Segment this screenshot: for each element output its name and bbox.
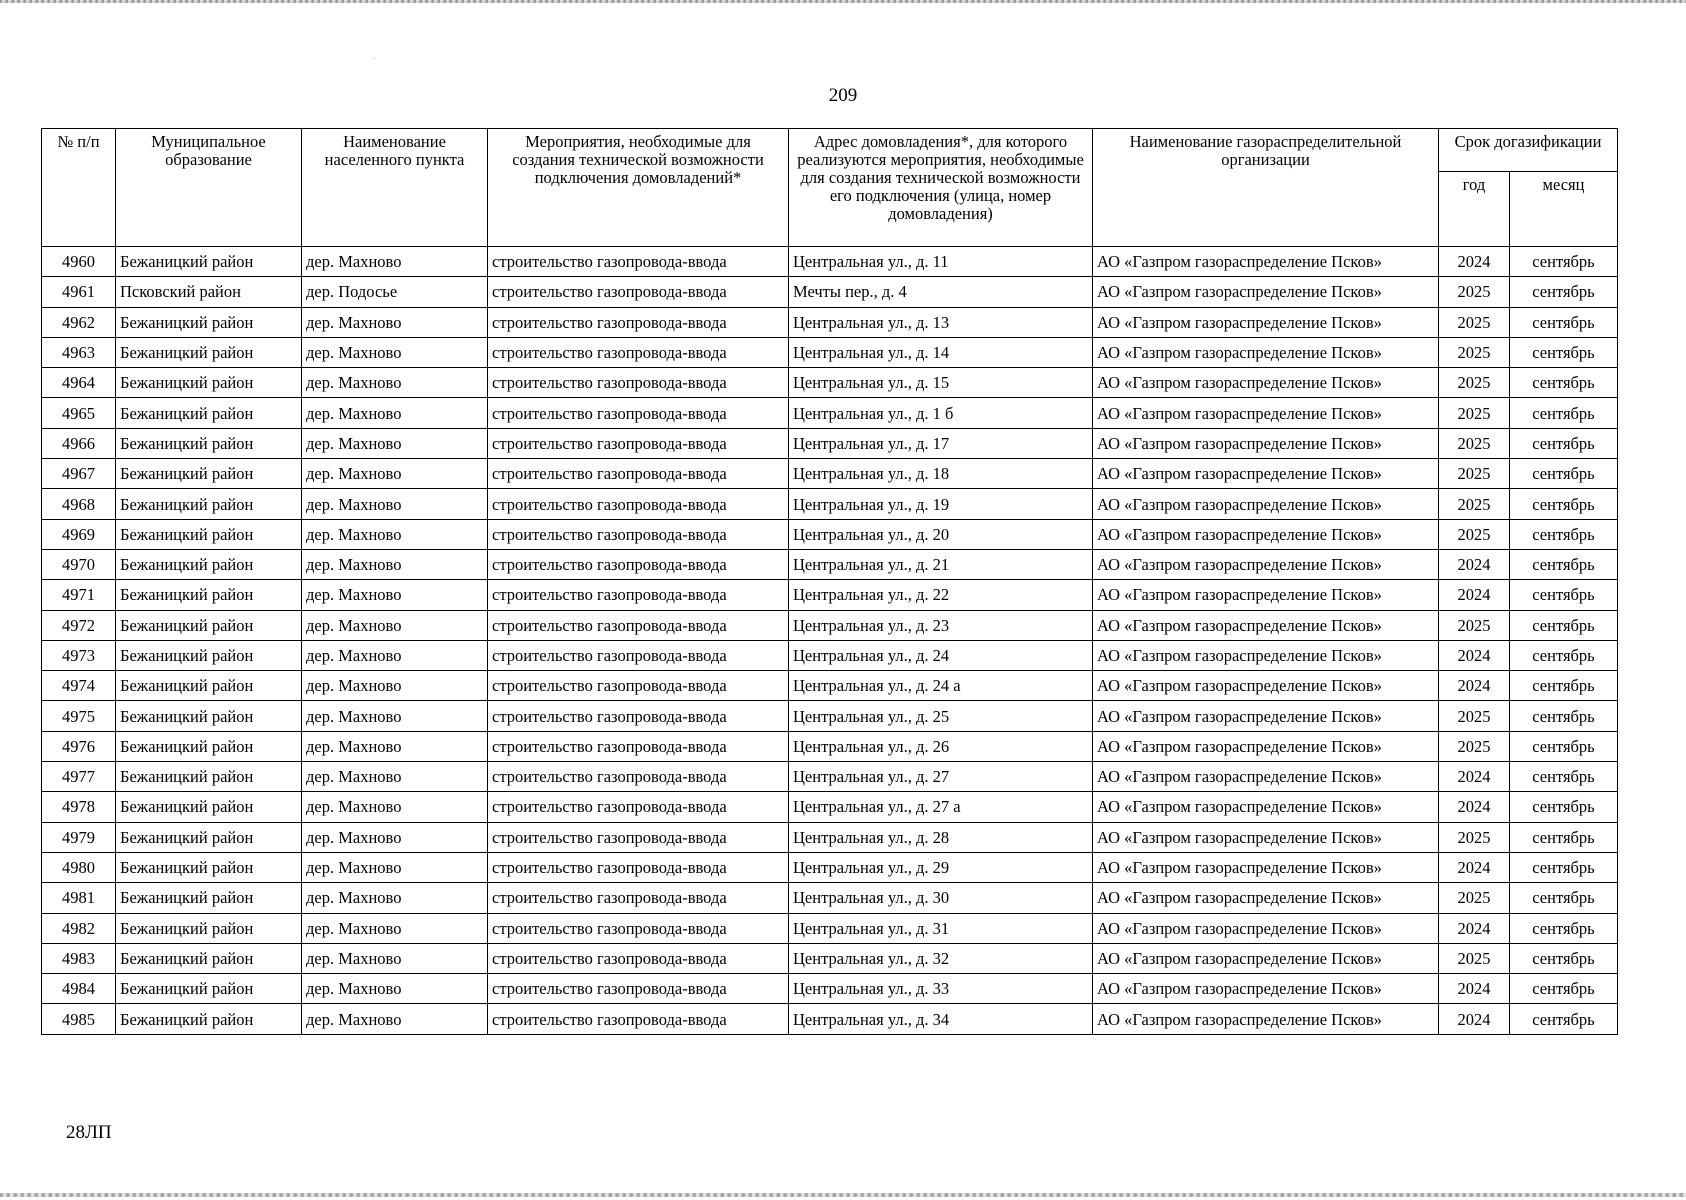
row-organization: АО «Газпром газораспределение Псков» xyxy=(1093,762,1439,792)
row-organization: АО «Газпром газораспределение Псков» xyxy=(1093,671,1439,701)
table-row xyxy=(42,247,1618,277)
row-address: Центральная ул., д. 24 xyxy=(789,640,1093,670)
row-month: сентябрь xyxy=(1510,883,1618,913)
scan-speck xyxy=(374,58,375,59)
table-row xyxy=(42,640,1618,670)
row-municipality: Бежаницкий район xyxy=(116,701,302,731)
row-address: Центральная ул., д. 25 xyxy=(789,701,1093,731)
row-organization: АО «Газпром газораспределение Псков» xyxy=(1093,731,1439,761)
table-row xyxy=(42,368,1618,398)
row-year: 2025 xyxy=(1439,489,1510,519)
row-measure: строительство газопровода-ввода xyxy=(488,1004,789,1034)
row-measure: строительство газопровода-ввода xyxy=(488,337,789,367)
row-settlement: дер. Махново xyxy=(302,368,488,398)
row-number: 4964 xyxy=(42,368,116,398)
row-settlement: дер. Махново xyxy=(302,489,488,519)
row-organization: АО «Газпром газораспределение Псков» xyxy=(1093,883,1439,913)
row-municipality: Псковский район xyxy=(116,277,302,307)
row-year: 2024 xyxy=(1439,792,1510,822)
table-body xyxy=(42,247,1618,1035)
row-organization: АО «Газпром газораспределение Псков» xyxy=(1093,549,1439,579)
header-address: Адрес домовладения*, для которого реализуются мероприятия, необходимые для создания технической возможности его подключения (улица, номер домовладения) xyxy=(789,129,1093,247)
row-month: сентябрь xyxy=(1510,428,1618,458)
row-number: 4967 xyxy=(42,459,116,489)
row-address: Центральная ул., д. 30 xyxy=(789,883,1093,913)
row-settlement: дер. Махново xyxy=(302,792,488,822)
row-month: сентябрь xyxy=(1510,549,1618,579)
row-settlement: дер. Махново xyxy=(302,671,488,701)
row-year: 2025 xyxy=(1439,428,1510,458)
row-municipality: Бежаницкий район xyxy=(116,459,302,489)
row-number: 4965 xyxy=(42,398,116,428)
row-address: Центральная ул., д. 31 xyxy=(789,913,1093,943)
row-address: Центральная ул., д. 18 xyxy=(789,459,1093,489)
row-settlement: дер. Махново xyxy=(302,852,488,882)
row-settlement: дер. Махново xyxy=(302,731,488,761)
row-municipality: Бежаницкий район xyxy=(116,762,302,792)
row-number: 4977 xyxy=(42,762,116,792)
row-year: 2024 xyxy=(1439,1004,1510,1034)
table-row xyxy=(42,519,1618,549)
row-year: 2025 xyxy=(1439,368,1510,398)
row-measure: строительство газопровода-ввода xyxy=(488,852,789,882)
row-settlement: дер. Махново xyxy=(302,398,488,428)
table-row xyxy=(42,398,1618,428)
row-month: сентябрь xyxy=(1510,943,1618,973)
row-measure: строительство газопровода-ввода xyxy=(488,247,789,277)
row-month: сентябрь xyxy=(1510,1004,1618,1034)
row-number: 4978 xyxy=(42,792,116,822)
row-measure: строительство газопровода-ввода xyxy=(488,701,789,731)
row-measure: строительство газопровода-ввода xyxy=(488,398,789,428)
table-row xyxy=(42,580,1618,610)
table-row xyxy=(42,459,1618,489)
row-year: 2025 xyxy=(1439,459,1510,489)
row-address: Центральная ул., д. 27 xyxy=(789,762,1093,792)
row-measure: строительство газопровода-ввода xyxy=(488,913,789,943)
header-month: месяц xyxy=(1510,172,1618,247)
table-header xyxy=(42,129,1618,247)
row-measure: строительство газопровода-ввода xyxy=(488,731,789,761)
row-number: 4976 xyxy=(42,731,116,761)
row-measure: строительство газопровода-ввода xyxy=(488,580,789,610)
row-number: 4980 xyxy=(42,852,116,882)
row-measure: строительство газопровода-ввода xyxy=(488,368,789,398)
row-municipality: Бежаницкий район xyxy=(116,883,302,913)
table-row xyxy=(42,428,1618,458)
header-num: № п/п xyxy=(42,129,116,247)
row-settlement: дер. Махново xyxy=(302,822,488,852)
row-measure: строительство газопровода-ввода xyxy=(488,822,789,852)
row-number: 4962 xyxy=(42,307,116,337)
table-row xyxy=(42,731,1618,761)
row-number: 4960 xyxy=(42,247,116,277)
row-municipality: Бежаницкий район xyxy=(116,337,302,367)
row-month: сентябрь xyxy=(1510,610,1618,640)
row-year: 2024 xyxy=(1439,640,1510,670)
row-number: 4972 xyxy=(42,610,116,640)
row-settlement: дер. Махново xyxy=(302,762,488,792)
row-address: Центральная ул., д. 29 xyxy=(789,852,1093,882)
row-municipality: Бежаницкий район xyxy=(116,1004,302,1034)
table-row xyxy=(42,610,1618,640)
scan-edge-top xyxy=(0,0,1686,3)
table-row xyxy=(42,974,1618,1004)
row-settlement: дер. Махново xyxy=(302,640,488,670)
table-row xyxy=(42,913,1618,943)
row-address: Центральная ул., д. 23 xyxy=(789,610,1093,640)
row-municipality: Бежаницкий район xyxy=(116,792,302,822)
row-measure: строительство газопровода-ввода xyxy=(488,610,789,640)
row-number: 4982 xyxy=(42,913,116,943)
row-address: Центральная ул., д. 1 б xyxy=(789,398,1093,428)
row-month: сентябрь xyxy=(1510,671,1618,701)
row-month: сентябрь xyxy=(1510,762,1618,792)
table-row xyxy=(42,852,1618,882)
row-municipality: Бежаницкий район xyxy=(116,307,302,337)
row-year: 2024 xyxy=(1439,762,1510,792)
row-organization: АО «Газпром газораспределение Псков» xyxy=(1093,337,1439,367)
row-municipality: Бежаницкий район xyxy=(116,610,302,640)
gasification-table xyxy=(41,128,1618,1035)
row-number: 4963 xyxy=(42,337,116,367)
row-organization: АО «Газпром газораспределение Псков» xyxy=(1093,822,1439,852)
row-year: 2025 xyxy=(1439,883,1510,913)
row-address: Центральная ул., д. 20 xyxy=(789,519,1093,549)
row-month: сентябрь xyxy=(1510,307,1618,337)
row-measure: строительство газопровода-ввода xyxy=(488,519,789,549)
row-month: сентябрь xyxy=(1510,580,1618,610)
row-address: Мечты пер., д. 4 xyxy=(789,277,1093,307)
row-month: сентябрь xyxy=(1510,974,1618,1004)
row-settlement: дер. Махново xyxy=(302,974,488,1004)
row-address: Центральная ул., д. 26 xyxy=(789,731,1093,761)
row-organization: АО «Газпром газораспределение Псков» xyxy=(1093,792,1439,822)
row-month: сентябрь xyxy=(1510,459,1618,489)
row-month: сентябрь xyxy=(1510,640,1618,670)
row-settlement: дер. Махново xyxy=(302,883,488,913)
table-row xyxy=(42,489,1618,519)
row-settlement: дер. Махново xyxy=(302,580,488,610)
row-organization: АО «Газпром газораспределение Псков» xyxy=(1093,701,1439,731)
row-year: 2025 xyxy=(1439,731,1510,761)
row-municipality: Бежаницкий район xyxy=(116,822,302,852)
row-municipality: Бежаницкий район xyxy=(116,943,302,973)
table-row xyxy=(42,277,1618,307)
row-address: Центральная ул., д. 32 xyxy=(789,943,1093,973)
row-organization: АО «Газпром газораспределение Псков» xyxy=(1093,307,1439,337)
row-year: 2025 xyxy=(1439,822,1510,852)
row-municipality: Бежаницкий район xyxy=(116,549,302,579)
table-row xyxy=(42,549,1618,579)
row-measure: строительство газопровода-ввода xyxy=(488,883,789,913)
row-month: сентябрь xyxy=(1510,368,1618,398)
row-organization: АО «Газпром газораспределение Псков» xyxy=(1093,489,1439,519)
table-row xyxy=(42,762,1618,792)
table-row xyxy=(42,883,1618,913)
row-measure: строительство газопровода-ввода xyxy=(488,489,789,519)
row-address: Центральная ул., д. 28 xyxy=(789,822,1093,852)
row-municipality: Бежаницкий район xyxy=(116,489,302,519)
row-year: 2024 xyxy=(1439,247,1510,277)
row-organization: АО «Газпром газораспределение Псков» xyxy=(1093,459,1439,489)
row-number: 4979 xyxy=(42,822,116,852)
row-year: 2025 xyxy=(1439,398,1510,428)
row-year: 2025 xyxy=(1439,519,1510,549)
row-month: сентябрь xyxy=(1510,701,1618,731)
row-organization: АО «Газпром газораспределение Псков» xyxy=(1093,519,1439,549)
row-organization: АО «Газпром газораспределение Псков» xyxy=(1093,368,1439,398)
row-organization: АО «Газпром газораспределение Псков» xyxy=(1093,974,1439,1004)
row-number: 4969 xyxy=(42,519,116,549)
row-organization: АО «Газпром газораспределение Псков» xyxy=(1093,943,1439,973)
row-measure: строительство газопровода-ввода xyxy=(488,640,789,670)
row-year: 2025 xyxy=(1439,943,1510,973)
row-organization: АО «Газпром газораспределение Псков» xyxy=(1093,580,1439,610)
row-municipality: Бежаницкий район xyxy=(116,671,302,701)
row-measure: строительство газопровода-ввода xyxy=(488,974,789,1004)
row-number: 4985 xyxy=(42,1004,116,1034)
row-number: 4983 xyxy=(42,943,116,973)
row-address: Центральная ул., д. 24 а xyxy=(789,671,1093,701)
row-month: сентябрь xyxy=(1510,822,1618,852)
row-address: Центральная ул., д. 34 xyxy=(789,1004,1093,1034)
row-number: 4984 xyxy=(42,974,116,1004)
row-measure: строительство газопровода-ввода xyxy=(488,792,789,822)
row-number: 4966 xyxy=(42,428,116,458)
row-month: сентябрь xyxy=(1510,519,1618,549)
row-number: 4968 xyxy=(42,489,116,519)
row-municipality: Бежаницкий район xyxy=(116,580,302,610)
row-month: сентябрь xyxy=(1510,337,1618,367)
row-address: Центральная ул., д. 22 xyxy=(789,580,1093,610)
header-measures: Мероприятия, необходимые для создания технической возможности подключения домовладений* xyxy=(488,129,789,247)
row-settlement: дер. Махново xyxy=(302,549,488,579)
row-year: 2024 xyxy=(1439,671,1510,701)
row-municipality: Бежаницкий район xyxy=(116,247,302,277)
row-organization: АО «Газпром газораспределение Псков» xyxy=(1093,428,1439,458)
row-address: Центральная ул., д. 21 xyxy=(789,549,1093,579)
row-organization: АО «Газпром газораспределение Псков» xyxy=(1093,277,1439,307)
row-number: 4981 xyxy=(42,883,116,913)
row-settlement: дер. Махново xyxy=(302,459,488,489)
row-number: 4975 xyxy=(42,701,116,731)
row-measure: строительство газопровода-ввода xyxy=(488,671,789,701)
row-year: 2025 xyxy=(1439,337,1510,367)
row-number: 4970 xyxy=(42,549,116,579)
row-number: 4971 xyxy=(42,580,116,610)
table-row xyxy=(42,307,1618,337)
row-municipality: Бежаницкий район xyxy=(116,852,302,882)
row-month: сентябрь xyxy=(1510,277,1618,307)
row-month: сентябрь xyxy=(1510,913,1618,943)
header-year: год xyxy=(1439,172,1510,247)
row-measure: строительство газопровода-ввода xyxy=(488,762,789,792)
row-organization: АО «Газпром газораспределение Псков» xyxy=(1093,852,1439,882)
row-measure: строительство газопровода-ввода xyxy=(488,428,789,458)
header-term: Срок догазификации xyxy=(1439,129,1618,172)
header-settlement: Наименование населенного пункта xyxy=(302,129,488,247)
row-year: 2024 xyxy=(1439,549,1510,579)
table-row xyxy=(42,943,1618,973)
row-settlement: дер. Махново xyxy=(302,247,488,277)
row-municipality: Бежаницкий район xyxy=(116,428,302,458)
row-address: Центральная ул., д. 27 а xyxy=(789,792,1093,822)
row-settlement: дер. Махново xyxy=(302,913,488,943)
row-settlement: дер. Махново xyxy=(302,1004,488,1034)
row-organization: АО «Газпром газораспределение Псков» xyxy=(1093,1004,1439,1034)
row-organization: АО «Газпром газораспределение Псков» xyxy=(1093,640,1439,670)
row-number: 4974 xyxy=(42,671,116,701)
row-address: Центральная ул., д. 14 xyxy=(789,337,1093,367)
page-number: 209 xyxy=(828,85,858,106)
row-year: 2024 xyxy=(1439,580,1510,610)
row-number: 4973 xyxy=(42,640,116,670)
row-year: 2025 xyxy=(1439,307,1510,337)
row-year: 2024 xyxy=(1439,852,1510,882)
row-year: 2024 xyxy=(1439,974,1510,1004)
row-municipality: Бежаницкий район xyxy=(116,913,302,943)
row-month: сентябрь xyxy=(1510,852,1618,882)
row-municipality: Бежаницкий район xyxy=(116,368,302,398)
row-month: сентябрь xyxy=(1510,247,1618,277)
table-row xyxy=(42,337,1618,367)
table-row xyxy=(42,792,1618,822)
header-organization: Наименование газораспределительной организации xyxy=(1093,129,1439,247)
row-year: 2025 xyxy=(1439,610,1510,640)
row-measure: строительство газопровода-ввода xyxy=(488,943,789,973)
row-year: 2025 xyxy=(1439,701,1510,731)
row-municipality: Бежаницкий район xyxy=(116,974,302,1004)
row-municipality: Бежаницкий район xyxy=(116,640,302,670)
row-settlement: дер. Махново xyxy=(302,428,488,458)
row-number: 4961 xyxy=(42,277,116,307)
row-year: 2024 xyxy=(1439,913,1510,943)
row-address: Центральная ул., д. 19 xyxy=(789,489,1093,519)
row-settlement: дер. Махново xyxy=(302,337,488,367)
row-month: сентябрь xyxy=(1510,731,1618,761)
row-settlement: дер. Махново xyxy=(302,701,488,731)
row-measure: строительство газопровода-ввода xyxy=(488,549,789,579)
row-organization: АО «Газпром газораспределение Псков» xyxy=(1093,913,1439,943)
table-row xyxy=(42,822,1618,852)
row-measure: строительство газопровода-ввода xyxy=(488,459,789,489)
scan-edge-bottom xyxy=(0,1193,1686,1197)
row-municipality: Бежаницкий район xyxy=(116,398,302,428)
row-address: Центральная ул., д. 13 xyxy=(789,307,1093,337)
row-address: Центральная ул., д. 33 xyxy=(789,974,1093,1004)
row-settlement: дер. Махново xyxy=(302,610,488,640)
row-municipality: Бежаницкий район xyxy=(116,731,302,761)
row-address: Центральная ул., д. 17 xyxy=(789,428,1093,458)
footer-code: 28ЛП xyxy=(66,1122,112,1143)
row-settlement: дер. Махново xyxy=(302,943,488,973)
table-row xyxy=(42,701,1618,731)
row-organization: АО «Газпром газораспределение Псков» xyxy=(1093,398,1439,428)
row-address: Центральная ул., д. 11 xyxy=(789,247,1093,277)
row-year: 2025 xyxy=(1439,277,1510,307)
row-month: сентябрь xyxy=(1510,489,1618,519)
row-month: сентябрь xyxy=(1510,398,1618,428)
row-month: сентябрь xyxy=(1510,792,1618,822)
row-settlement: дер. Махново xyxy=(302,307,488,337)
row-measure: строительство газопровода-ввода xyxy=(488,277,789,307)
row-settlement: дер. Подосье xyxy=(302,277,488,307)
table-row xyxy=(42,1004,1618,1034)
table-row xyxy=(42,671,1618,701)
row-organization: АО «Газпром газораспределение Псков» xyxy=(1093,247,1439,277)
row-measure: строительство газопровода-ввода xyxy=(488,307,789,337)
header-municipality: Муниципальное образование xyxy=(116,129,302,247)
row-organization: АО «Газпром газораспределение Псков» xyxy=(1093,610,1439,640)
row-address: Центральная ул., д. 15 xyxy=(789,368,1093,398)
row-municipality: Бежаницкий район xyxy=(116,519,302,549)
row-settlement: дер. Махново xyxy=(302,519,488,549)
